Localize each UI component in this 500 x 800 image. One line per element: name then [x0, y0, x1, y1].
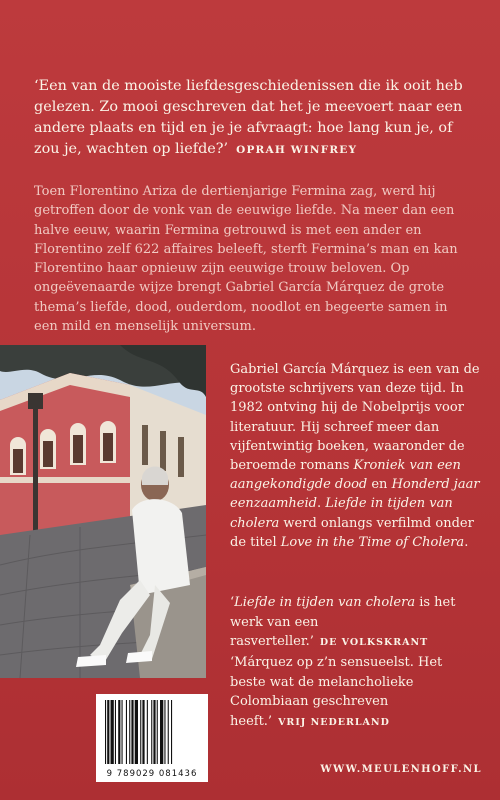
isbn-number: 9 789029 081436 [106, 769, 198, 779]
barcode-bar [115, 700, 116, 764]
barcode-bars [104, 700, 200, 764]
barcode-bar [111, 700, 114, 764]
review-quote-text: is het werk van een rasverteller.’ [230, 595, 456, 649]
review-quote-title: Liefde in tijden van cholera [234, 595, 416, 610]
barcode-bar [126, 700, 127, 764]
publisher-website: WWW.MEULENHOFF.NL [320, 764, 482, 775]
author-bio [230, 360, 482, 552]
bio-text-5: . [464, 534, 469, 550]
review-quote-text: ‘Márquez op z’n sensueelst. Het beste wat de melancholieke Colombiaan geschreven heeft.’ [230, 655, 443, 729]
author-photo-illustration [0, 345, 206, 678]
barcode-bar [129, 700, 130, 764]
author-photo [0, 345, 206, 678]
bio-text-3: . [316, 496, 326, 512]
review-quote-attribution: VRIJ NEDERLAND [278, 716, 390, 728]
bio-text-4: werd onlangs verfilmd onder de titel [230, 515, 474, 550]
barcode-bar [168, 700, 169, 764]
top-quote-attribution: OPRAH WINFREY [236, 144, 358, 157]
barcode-bar [157, 700, 158, 764]
top-quote [34, 76, 474, 161]
review-quote-vrij-nederland [230, 653, 482, 732]
barcode-bar [164, 700, 165, 764]
bio-film-title: Love in the Time of Cholera [280, 534, 465, 550]
barcode-bar [160, 700, 163, 764]
review-quote-attribution: DE VOLKSKRANT [319, 637, 429, 648]
barcode-bar [135, 700, 138, 764]
isbn-barcode [96, 694, 208, 782]
barcode-bar [153, 700, 155, 764]
barcode-bar [140, 700, 141, 764]
bio-book-title-2: Honderd jaar eenzaamheid [230, 477, 480, 512]
barcode-bar [147, 700, 148, 764]
top-quote-text: ‘Een van de mooiste liefdesgeschiedenissen die ik ooit heb gelezen. Zo mooi geschreven dat het je meevoert naar een andere plaats en tijd en je je afvraagt: hoe lang kun je, of zou je, wachten op liefde?’ [34, 78, 463, 158]
barcode-bar [105, 700, 106, 764]
bio-book-title-3: Liefde in tijden van cholera [230, 496, 453, 531]
barcode-bar [107, 700, 109, 764]
bio-book-title-1: Kroniek van een aangekondigde dood [230, 458, 461, 493]
synopsis: Toen Florentino Ariza de dertienjarige Fermina zag, werd hij getroffen door de vonk van de eeuwige liefde. Na meer dan een halve eeuw, waarin Fermina getrouwd is met een ander en Florentino zelf 622 affaires beleeft, sterft Fermina’s man en kan Florentino haar opnieuw zijn eeuwige trouw beloven. Op ongeëvenaarde wijze brengt Gabriel García Márquez de grote thema’s liefde, dood, ouderdom, noodlot en begeerte samen in een mild en menselijk universum. [34, 184, 458, 335]
review-quote-open: ‘ [230, 595, 235, 610]
barcode-bar [122, 700, 123, 764]
barcode-bar [118, 700, 120, 764]
barcode-bar [151, 700, 152, 764]
bio-text-2: en [367, 477, 392, 493]
barcode-bar [171, 700, 172, 764]
barcode-bar [142, 700, 144, 764]
barcode-bar [131, 700, 133, 764]
bio-text-1: Gabriel García Márquez is een van de grootste schrijvers van deze tijd. In 1982 ontving hij de Nobelprijs voor literatuur. Hij schreef meer dan vijfentwintig boeken, waaronder de beroemde romans [230, 362, 480, 474]
review-quote-volkskrant [230, 593, 482, 653]
